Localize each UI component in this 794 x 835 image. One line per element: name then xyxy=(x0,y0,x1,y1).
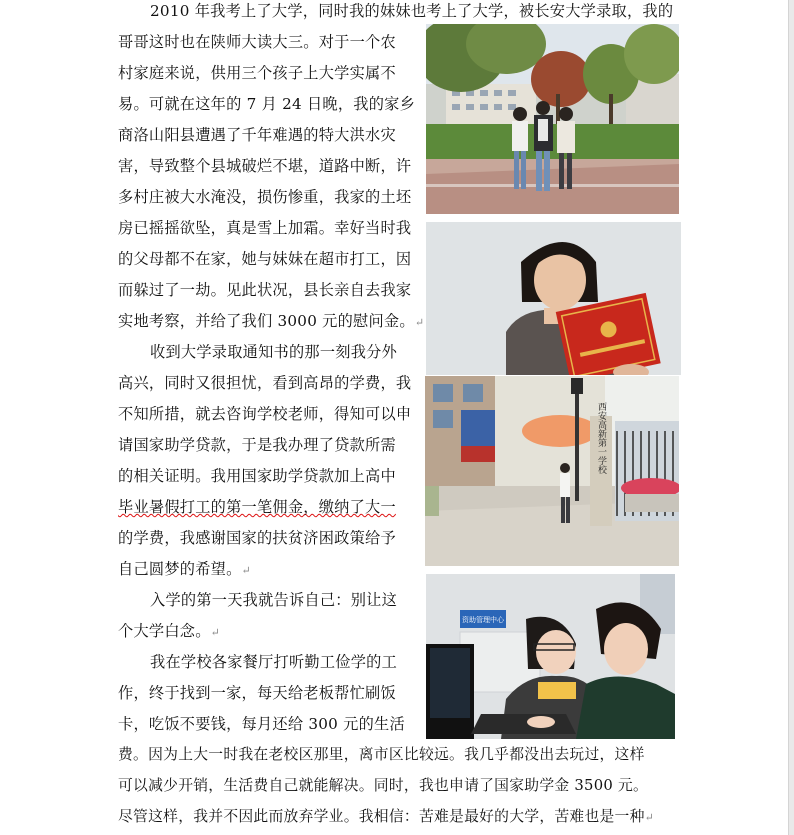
text-line-21: 个大学白念。↵ xyxy=(118,622,221,640)
text-line-15: 请国家助学贷款，于是我办理了贷款所需 xyxy=(118,436,396,454)
text-line-11: 实地考察，并给了我们 3000 元的慰问金。↵ xyxy=(118,312,425,330)
window-scrollbar-edge[interactable] xyxy=(788,0,794,835)
text-line-16: 的相关证明。我用国家助学贷款加上高中 xyxy=(118,467,396,485)
text-line-26: 可以减少开销，生活费自己就能解决。同时，我也申请了国家助学金 3500 元。 xyxy=(118,777,649,794)
text-line-14: 不知所措，就去咨询学校老师，得知可以申 xyxy=(118,405,412,423)
text-line-13: 高兴，同时又很担忧，看到高昂的学费，我 xyxy=(118,374,412,392)
paragraph-mark: ↵ xyxy=(210,626,221,639)
paragraph-mark: ↵ xyxy=(241,564,251,577)
text-line-27: 尽管这样，我并不因此而放弃学业。我相信：苦难是最好的大学，苦难也是一种↵ xyxy=(118,808,655,825)
text-line-1: 2010 年我考上了大学，同时我的妹妹也考上了大学，被长安大学录取，我的 xyxy=(150,2,674,20)
text-line-2: 哥哥这时也在陕师大读大三。对于一个农 xyxy=(118,33,396,51)
text-line-4: 易。可就在这年的 7 月 24 日晚，我的家乡 xyxy=(118,95,416,113)
text-line-10: 而躲过了一劫。见此状况，县长亲自去我家 xyxy=(118,281,412,299)
photo-student-reading xyxy=(426,222,681,375)
text-line-9: 的父母都不在家，她与妹妹在超市打工，因 xyxy=(118,250,412,268)
text-line-20: 入学的第一天我就告诉自己：别让这 xyxy=(150,591,397,609)
text-line-6: 害，导致整个县城破烂不堪，道路中断，许 xyxy=(118,157,412,175)
text-line-8: 房已摇摇欲坠，真是雪上加霜。幸好当时我 xyxy=(118,219,412,237)
text-line-3: 村家庭来说，供用三个孩子上大学实属不 xyxy=(118,64,396,82)
photo-computer-office xyxy=(426,574,675,739)
text-line-18: 的学费，我感谢国家的扶贫济困政策给予 xyxy=(118,529,396,547)
paragraph-mark: ↵ xyxy=(414,316,425,329)
text-line-17: 毕业暑假打工的第一笔佣金，缴纳了大一 xyxy=(118,498,396,516)
paragraph-mark: ↵ xyxy=(644,811,655,824)
text-line-22: 我在学校各家餐厅打听勤工俭学的工 xyxy=(150,653,397,671)
gate-sign-text: 西安高新第一学校 xyxy=(596,402,606,474)
text-line-7: 多村庄被大水淹没，损伤惨重，我家的土坯 xyxy=(118,188,412,206)
photo-school-gate xyxy=(425,376,679,566)
text-line-24: 卡，吃饭不要钱，每月还给 300 元的生活 xyxy=(118,715,405,733)
text-line-5: 商洛山阳县遭遇了千年难遇的特大洪水灾 xyxy=(118,126,396,144)
text-line-12: 收到大学录取通知书的那一刻我分外 xyxy=(150,343,397,361)
text-line-19: 自己圆梦的希望。↵ xyxy=(118,560,251,578)
text-line-23: 作，终于找到一家，每天给老板帮忙刷饭 xyxy=(118,684,396,702)
office-sign-text: 资助管理中心 xyxy=(462,616,504,624)
text-line-25: 费。因为上大一时我在老校区那里，离市区比较远。我几乎都没出去玩过，这样 xyxy=(118,746,645,763)
photo-campus-group xyxy=(426,24,679,214)
